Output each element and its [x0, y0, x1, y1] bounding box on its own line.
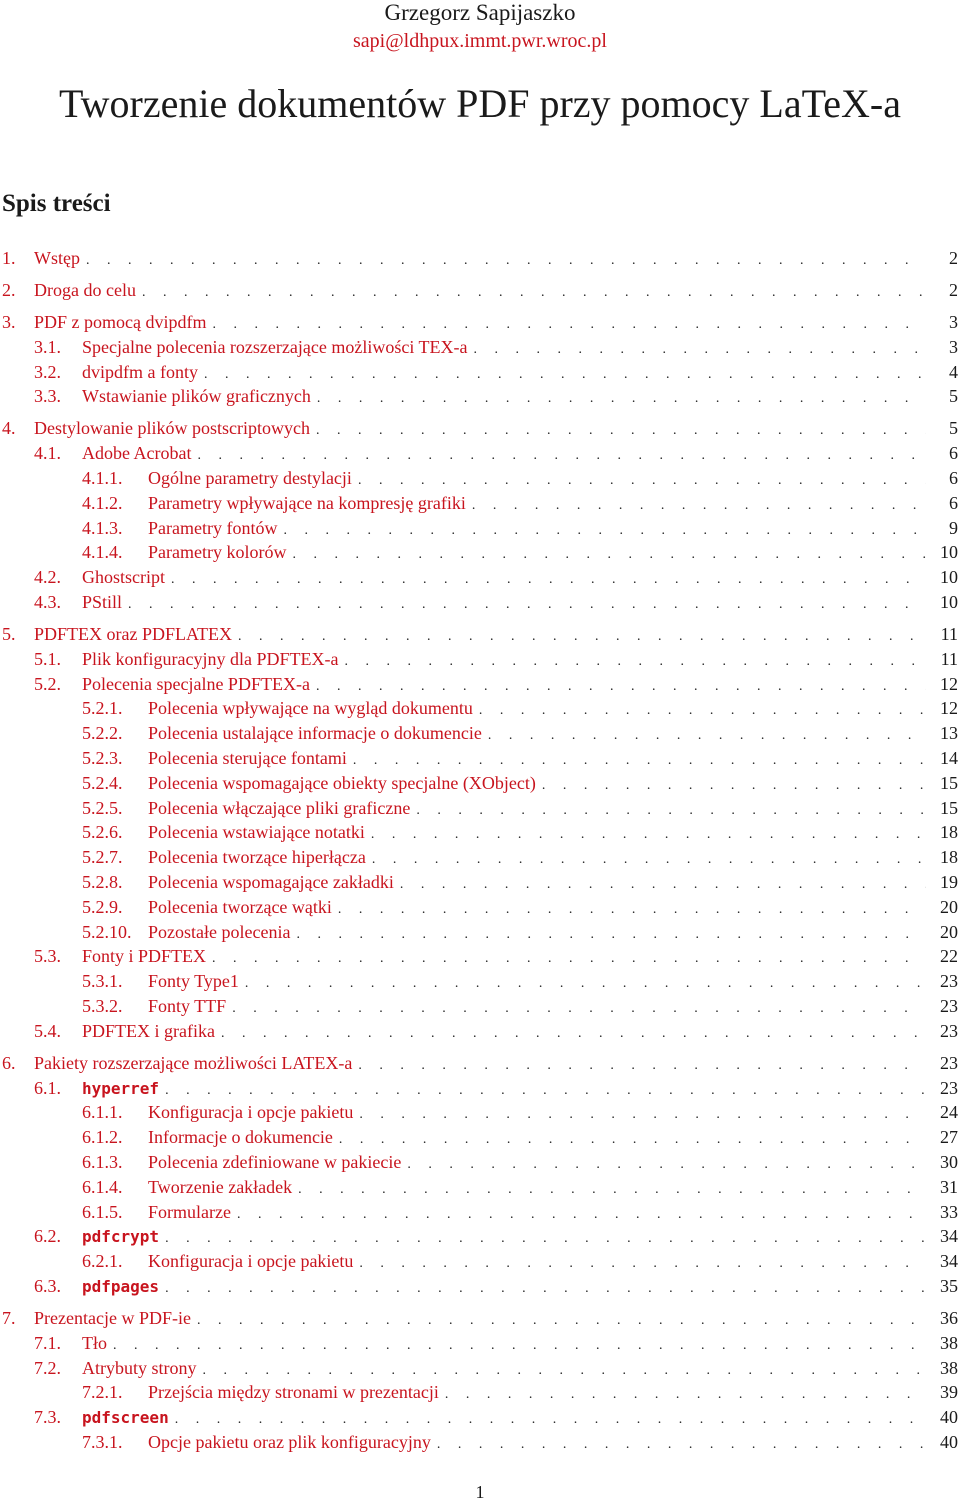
toc-entry-title: hyperref [82, 1078, 160, 1098]
toc-entry-page: 5 [949, 386, 958, 407]
toc-leader-dots [359, 1253, 926, 1275]
toc-entry-number: 7. [2, 1308, 16, 1328]
toc-entry-title: PStill [82, 592, 123, 612]
toc-entry-title: pdfcrypt [82, 1227, 160, 1247]
toc-entry[interactable] [34, 361, 958, 383]
toc-leader-dots [175, 1409, 926, 1431]
toc-entry-title: Droga do celu [34, 280, 136, 300]
toc-entry[interactable] [82, 747, 958, 769]
toc-entry-title: Polecenia wstawiające notatki [148, 822, 365, 843]
toc-entry-page: 13 [940, 723, 958, 744]
toc-entry-title: Konfiguracja i opcje pakietu [148, 1102, 354, 1123]
toc-entry-title: Ogólne parametry destylacji [148, 468, 352, 488]
toc-leader-dots [407, 1154, 926, 1176]
toc-entry[interactable] [34, 1020, 958, 1042]
toc-entry-page: 22 [940, 946, 958, 967]
toc-entry-title: Formularze [148, 1201, 231, 1222]
toc-entry-number: 5.2. [34, 673, 61, 694]
toc-leader-dots [197, 445, 926, 467]
document-title: Tworzenie dokumentów PDF przy pomocy LaTeX-a [59, 81, 901, 126]
toc-entry[interactable] [34, 1077, 958, 1099]
toc-entry-title: Plik konfiguracyjny dla PDFTEX-a [82, 648, 339, 669]
toc-leader-dots [296, 924, 926, 946]
toc-entry-page: 18 [940, 822, 958, 843]
toc-leader-dots [237, 1204, 926, 1226]
toc-entry[interactable] [82, 821, 958, 843]
toc-entry-number: 6.1. [34, 1077, 61, 1098]
toc-entry-title: Fonty TTF [148, 996, 227, 1016]
toc-entry-number: 4.1.2. [82, 492, 123, 513]
toc-entry-title: Tło [82, 1332, 107, 1353]
toc-leader-dots [197, 1310, 926, 1332]
toc-entry-number: 5.3. [34, 946, 61, 967]
toc-entry-title: Parametry fontów [148, 517, 278, 538]
toc-entry-number: 5.2.7. [82, 847, 123, 868]
toc-leader-dots [232, 998, 926, 1020]
toc-leader-dots [371, 824, 926, 846]
toc-entry-number: 3.3. [34, 386, 61, 407]
toc-leader-dots [479, 700, 926, 722]
toc-entry-page: 3 [949, 312, 958, 332]
toc-leader-dots [86, 250, 926, 272]
toc-entry-number: 5.3.2. [82, 996, 123, 1016]
toc-leader-dots [400, 874, 926, 896]
toc-leader-dots [142, 282, 926, 304]
toc-entry-number: 6. [2, 1052, 16, 1073]
toc-entry-number: 5.1. [34, 648, 61, 669]
toc-leader-dots [344, 651, 926, 673]
toc-entry-page: 34 [940, 1226, 958, 1247]
toc-entry-page: 24 [940, 1102, 958, 1123]
toc-entry-number: 5. [2, 624, 16, 644]
toc-entry[interactable] [34, 648, 958, 670]
toc-leader-dots [221, 1023, 926, 1045]
toc-entry-page: 23 [940, 1077, 958, 1098]
toc-entry-title: Pozostałe polecenia [148, 921, 291, 942]
toc-entry-number: 6.2.1. [82, 1251, 123, 1272]
toc-entry[interactable] [2, 279, 958, 301]
toc-leader-dots [212, 948, 926, 970]
toc-entry-number: 3.2. [34, 361, 61, 382]
toc-heading: Spis treści [2, 190, 111, 217]
toc-leader-dots [171, 569, 926, 591]
toc-entry[interactable] [34, 1275, 958, 1297]
toc-leader-dots [316, 420, 926, 442]
toc-entry-title: Polecenia tworzące hiperłącza [148, 847, 366, 868]
toc-entry-number: 7.3. [34, 1407, 61, 1428]
toc-entry-number: 3.1. [34, 336, 61, 357]
toc-entry-number: 4.1.4. [82, 542, 123, 563]
toc-entry-page: 20 [940, 921, 958, 942]
toc-entry-page: 23 [940, 996, 958, 1016]
toc-entry-title: Przejścia między stronami w prezentacji [148, 1382, 439, 1403]
toc-leader-dots [283, 520, 926, 542]
toc-entry-page: 20 [940, 896, 958, 917]
toc-entry-page: 2 [949, 280, 958, 300]
toc-entry-page: 5 [949, 418, 958, 439]
toc-leader-dots [472, 495, 926, 517]
toc-entry-title: Informacje o dokumencie [148, 1127, 333, 1148]
toc-entry-number: 5.2.4. [82, 772, 123, 793]
toc-entry[interactable] [34, 1225, 958, 1247]
author-email-link[interactable]: sapi@ldhpux.immt.pwr.wroc.pl [353, 30, 607, 52]
toc-entry-page: 30 [940, 1152, 958, 1172]
toc-leader-dots [165, 1278, 926, 1300]
toc-entry-title: Polecenia tworzące wątki [148, 896, 332, 917]
toc-entry-number: 2. [2, 280, 16, 300]
toc-entry-title: Wstęp [34, 248, 80, 268]
toc-leader-dots [338, 899, 926, 921]
toc-entry-number: 6.2. [34, 1226, 61, 1247]
toc-entry-title: Konfiguracja i opcje pakietu [148, 1251, 354, 1272]
toc-leader-dots [298, 1179, 926, 1201]
toc-entry[interactable] [82, 467, 958, 489]
toc-entry[interactable] [82, 1126, 958, 1148]
toc-entry-page: 10 [940, 592, 958, 612]
toc-entry[interactable] [82, 697, 958, 719]
toc-entry-number: 4.3. [34, 592, 61, 612]
toc-entry-page: 38 [940, 1357, 958, 1378]
toc-leader-dots [165, 1080, 926, 1102]
toc-entry-title: PDFTEX i grafika [82, 1020, 215, 1041]
toc-leader-dots [245, 973, 926, 995]
toc-entry[interactable] [34, 945, 958, 967]
toc-entry-number: 6.1.3. [82, 1152, 123, 1172]
toc-entry-title: Polecenia włączające pliki graficzne [148, 797, 411, 818]
toc-entry-title: Opcje pakietu oraz plik konfiguracyjny [148, 1432, 431, 1452]
toc-leader-dots [473, 339, 926, 361]
toc-leader-dots [359, 1104, 926, 1126]
toc-entry[interactable] [34, 385, 958, 407]
toc-entry-page: 31 [940, 1176, 958, 1197]
toc-entry[interactable] [82, 1151, 958, 1173]
toc-entry-number: 6.3. [34, 1276, 61, 1296]
toc-entry-title: Prezentacje w PDF-ie [34, 1308, 191, 1328]
toc-entry[interactable] [2, 623, 958, 645]
toc-entry-title: Fonty Type1 [148, 971, 239, 992]
toc-entry-page: 11 [940, 624, 958, 644]
toc-entry-number: 6.1.5. [82, 1201, 123, 1222]
toc-entry-number: 3. [2, 312, 16, 332]
toc-entry[interactable] [82, 1101, 958, 1123]
toc-entry-page: 23 [940, 971, 958, 992]
toc-entry-page: 14 [940, 748, 958, 768]
toc-entry[interactable] [82, 772, 958, 794]
toc-leader-dots [488, 725, 926, 747]
toc-entry-page: 27 [940, 1127, 958, 1148]
toc-entry-title: Specjalne polecenia rozszerzające możliwości TEX-a [82, 336, 468, 357]
toc-leader-dots [204, 364, 926, 386]
toc-entry-number: 5.3.1. [82, 971, 123, 992]
toc-leader-dots [358, 470, 926, 492]
toc-entry[interactable] [2, 417, 958, 439]
toc-entry-number: 5.2.6. [82, 822, 123, 843]
page-number: 1 [475, 1482, 485, 1502]
toc-entry[interactable] [82, 797, 958, 819]
toc-entry-title: Polecenia zdefiniowane w pakiecie [148, 1152, 402, 1172]
toc-leader-dots [353, 750, 926, 772]
toc-entry[interactable] [82, 517, 958, 539]
toc-entry-title: PDF z pomocą dvipdfm [34, 312, 207, 332]
toc-entry-title: Fonty i PDFTEX [82, 946, 207, 967]
toc-entry-page: 35 [940, 1276, 958, 1296]
toc-entry-page: 34 [940, 1251, 958, 1272]
toc-entry-number: 5.2.2. [82, 723, 123, 744]
toc-leader-dots [416, 800, 926, 822]
toc-entry-page: 15 [940, 772, 958, 793]
toc-entry[interactable] [82, 921, 958, 943]
toc-entry-page: 23 [940, 1020, 958, 1041]
toc-entry[interactable] [82, 1250, 958, 1272]
toc-entry[interactable] [82, 492, 958, 514]
toc-leader-dots [203, 1360, 927, 1382]
toc-entry-number: 1. [2, 248, 16, 268]
toc-entry[interactable] [82, 1431, 958, 1453]
toc-entry-number: 4.1. [34, 443, 61, 464]
toc-entry-page: 19 [940, 872, 958, 892]
toc-entry[interactable] [2, 1052, 958, 1074]
toc-entry[interactable] [82, 1381, 958, 1403]
toc-entry[interactable] [82, 722, 958, 744]
toc-entry[interactable] [34, 591, 958, 613]
toc-entry[interactable] [34, 1357, 958, 1379]
toc-leader-dots [238, 626, 926, 648]
toc-entry-number: 7.3.1. [82, 1432, 123, 1452]
toc-entry[interactable] [2, 247, 958, 269]
author-name: Grzegorz Sapijaszko [384, 0, 576, 25]
toc-entry-title: Pakiety rozszerzające możliwości LATEX-a [34, 1052, 353, 1073]
toc-entry-number: 6.1.4. [82, 1176, 123, 1197]
toc-entry-number: 7.2.1. [82, 1382, 123, 1403]
toc-entry-page: 10 [940, 542, 958, 563]
toc-entry-title: PDFTEX oraz PDFLATEX [34, 624, 232, 644]
toc-entry-page: 23 [940, 1052, 958, 1073]
toc-entry-title: Polecenia wspomagające obiekty specjalne (XObject) [148, 772, 536, 793]
toc-entry-title: Polecenia wpływające na wygląd dokumentu [148, 698, 473, 719]
toc-entry[interactable] [34, 673, 958, 695]
toc-entry-title: pdfscreen [82, 1408, 169, 1428]
toc-entry-title: Destylowanie plików postscriptowych [34, 418, 310, 439]
toc-entry-page: 6 [949, 443, 958, 464]
toc-leader-dots [358, 1055, 926, 1077]
toc-leader-dots [372, 849, 926, 871]
toc-entry-page: 10 [940, 567, 958, 588]
toc-entry-title: Polecenia ustalające informacje o dokumencie [148, 723, 482, 744]
toc-entry-number: 4.2. [34, 567, 61, 588]
toc-entry[interactable] [34, 1332, 958, 1354]
toc-entry-number: 5.2.5. [82, 797, 123, 818]
toc-entry-page: 39 [940, 1382, 958, 1403]
toc-entry-page: 36 [940, 1308, 958, 1328]
toc-entry[interactable] [34, 336, 958, 358]
toc-entry-title: Polecenia wspomagające zakładki [148, 872, 394, 892]
toc-entry-page: 4 [949, 361, 958, 382]
toc-entry-number: 6.1.2. [82, 1127, 123, 1148]
toc-entry[interactable] [82, 995, 958, 1017]
toc-leader-dots [542, 775, 926, 797]
toc-entry[interactable] [82, 1176, 958, 1198]
toc-entry[interactable] [34, 566, 958, 588]
toc-entry-page: 18 [940, 847, 958, 868]
toc-entry-number: 5.2.3. [82, 748, 123, 768]
toc-entry-page: 40 [940, 1432, 958, 1452]
toc-entry-number: 4.1.3. [82, 517, 123, 538]
toc-entry-number: 4. [2, 418, 16, 439]
toc-entry-page: 3 [949, 336, 958, 357]
toc-entry-page: 11 [940, 648, 958, 669]
toc-entry-title: Adobe Acrobat [82, 443, 192, 464]
toc-leader-dots [213, 314, 927, 336]
toc-leader-dots [128, 594, 926, 616]
toc-entry-number: 7.2. [34, 1357, 61, 1378]
toc-entry[interactable] [82, 541, 958, 563]
toc-entry[interactable] [34, 442, 958, 464]
toc-entry-title: dvipdfm a fonty [82, 361, 198, 382]
toc-entry-page: 12 [940, 698, 958, 719]
toc-leader-dots [437, 1434, 926, 1456]
toc-entry-page: 40 [940, 1407, 958, 1428]
toc-entry-page: 15 [940, 797, 958, 818]
toc-entry-page: 33 [940, 1201, 958, 1222]
toc-entry-number: 7.1. [34, 1332, 61, 1353]
toc-entry-page: 6 [949, 492, 958, 513]
toc-entry-number: 5.2.10. [82, 921, 132, 942]
toc-entry-number: 5.4. [34, 1020, 61, 1041]
toc-entry-title: Parametry kolorów [148, 542, 287, 563]
toc-entry-page: 6 [949, 468, 958, 488]
toc-entry-number: 4.1.1. [82, 468, 123, 488]
toc-entry-page: 2 [949, 248, 958, 268]
toc-entry[interactable] [82, 1201, 958, 1223]
toc-entry[interactable] [82, 871, 958, 893]
toc-entry[interactable] [2, 311, 958, 333]
toc-leader-dots [339, 1129, 926, 1151]
toc-leader-dots [292, 544, 926, 566]
toc-entry[interactable] [34, 1406, 958, 1428]
toc-leader-dots [316, 676, 926, 698]
toc-entry[interactable] [82, 846, 958, 868]
toc-entry-title: Atrybuty strony [82, 1357, 197, 1378]
toc-entry-number: 5.2.8. [82, 872, 123, 892]
toc-entry-title: Parametry wpływające na kompresję grafiki [148, 492, 466, 513]
toc-leader-dots [445, 1384, 926, 1406]
toc-entry-title: Tworzenie zakładek [148, 1176, 293, 1197]
toc-entry-page: 38 [940, 1332, 958, 1353]
toc-entry-number: 6.1.1. [82, 1102, 123, 1123]
toc-entry-title: Polecenia sterujące fontami [148, 748, 347, 768]
toc-entry-number: 5.2.1. [82, 698, 123, 719]
toc-entry-title: Wstawianie plików graficznych [82, 386, 311, 407]
toc-leader-dots [317, 388, 926, 410]
toc-leader-dots [113, 1335, 926, 1357]
toc-entry-title: Ghostscript [82, 567, 165, 588]
toc-entry[interactable] [2, 1307, 958, 1329]
toc-entry[interactable] [82, 970, 958, 992]
toc-entry[interactable] [82, 896, 958, 918]
toc-entry-page: 12 [940, 673, 958, 694]
toc-leader-dots [165, 1228, 926, 1250]
toc-entry-title: Polecenia specjalne PDFTEX-a [82, 673, 310, 694]
toc-entry-number: 5.2.9. [82, 896, 123, 917]
toc-entry-page: 9 [949, 517, 958, 538]
toc-entry-title: pdfpages [82, 1277, 160, 1296]
